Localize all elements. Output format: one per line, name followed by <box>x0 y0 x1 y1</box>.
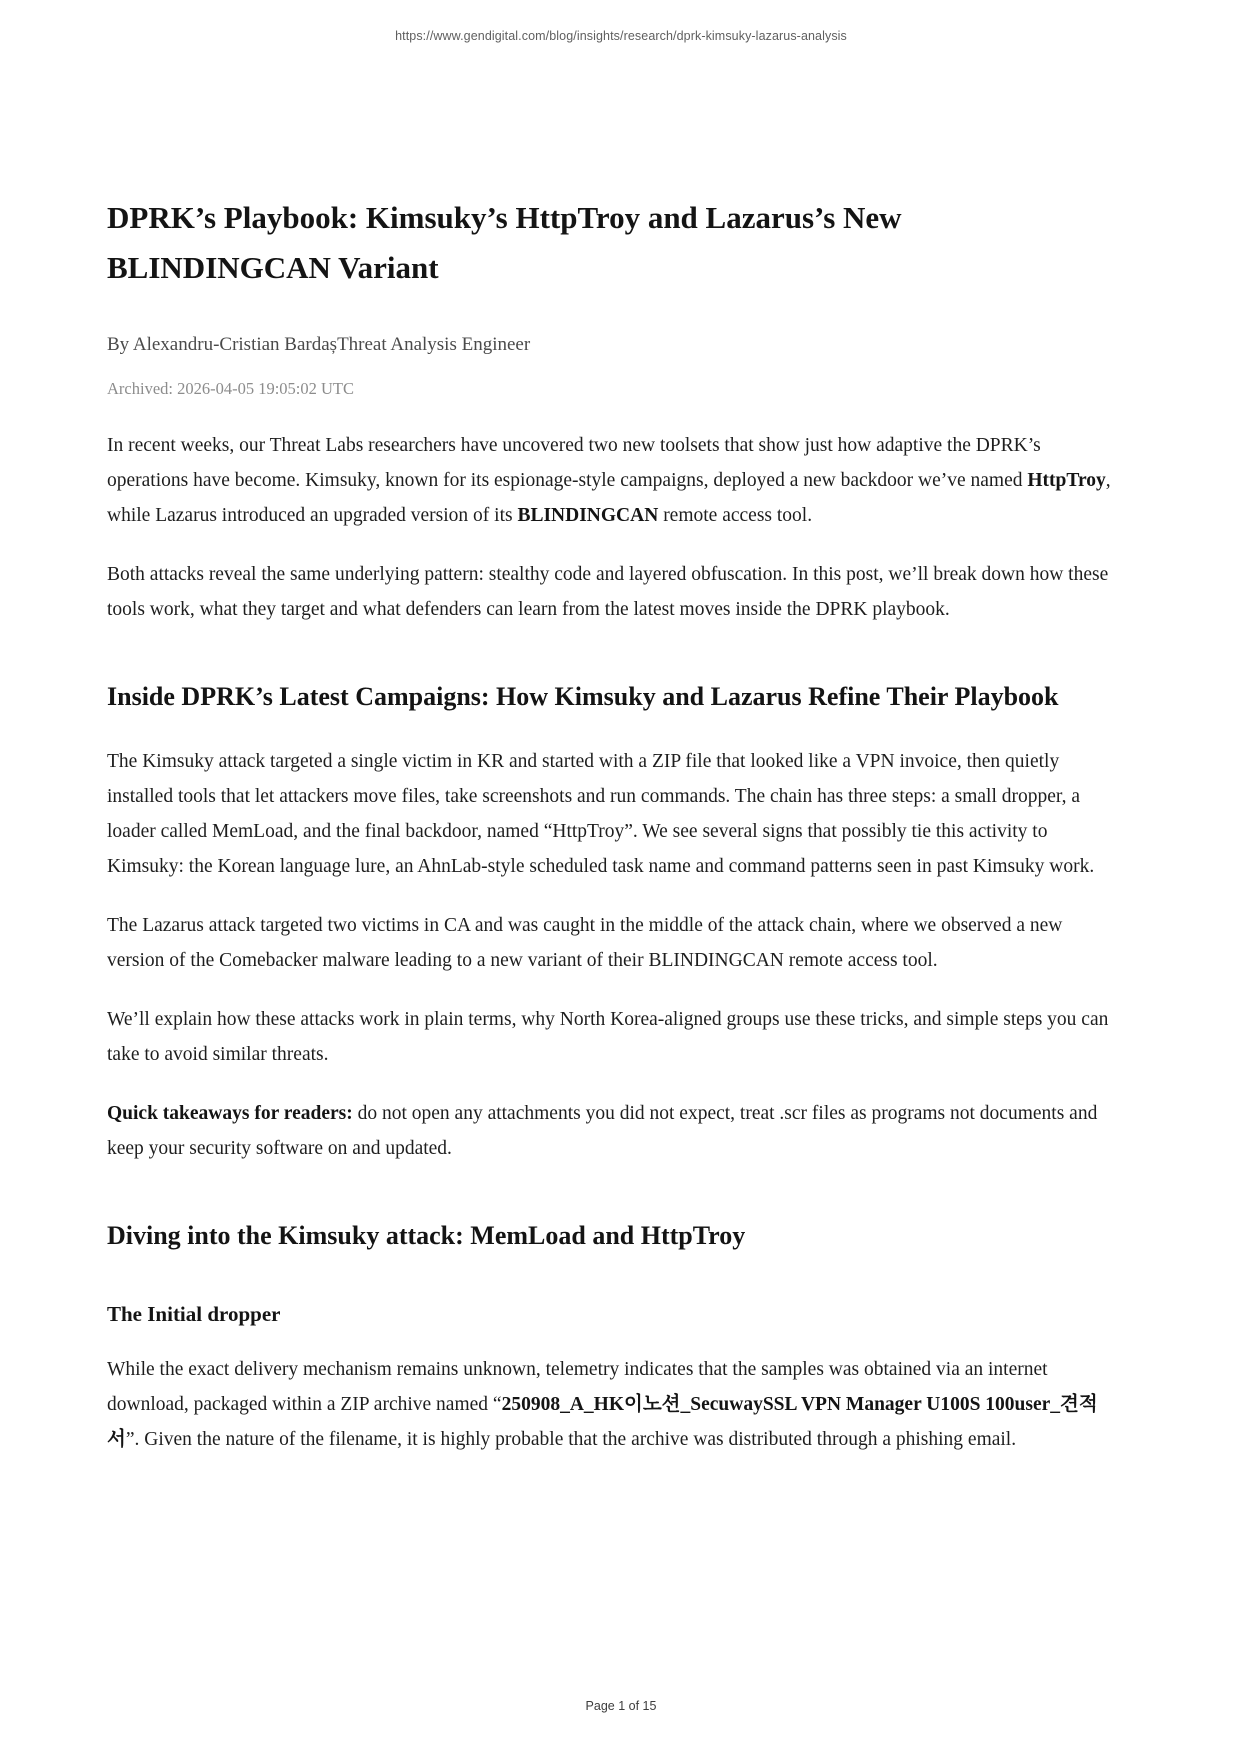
print-header-url: https://www.gendigital.com/blog/insights/research/dprk-kimsuky-lazarus-analysis <box>395 29 847 43</box>
text-segment-bold: Quick takeaways for readers: <box>107 1103 353 1124</box>
section-heading-diving: Diving into the Kimsuky attack: MemLoad and HttpTroy <box>107 1221 746 1250</box>
paragraph-kimsuky-attack: The Kimsuky attack targeted a single victim in KR and started with a ZIP file that looked like a VPN invoice, then quietly installed tools that let attackers move files, take screenshots and run commands. The chain has three steps: a small dropper, a loader called MemLoad, and the final backdoor, named “HttpTroy”. We see several signs that possibly tie this activity to Kimsuky: the Korean language lure, an AhnLab-style scheduled task name and command patterns seen in past Kimsuky work. <box>107 751 1095 877</box>
paragraph-intro <box>107 428 1120 533</box>
paragraph-explain: We’ll explain how these attacks work in plain terms, why North Korea-aligned groups use these tricks, and simple steps you can take to avoid similar threats. <box>107 1009 1109 1065</box>
paragraph-dropper <box>107 1352 1120 1457</box>
page-number: Page 1 of 15 <box>585 1699 657 1713</box>
article-byline: By Alexandru-Cristian BardașThreat Analysis Engineer <box>107 334 531 355</box>
section-heading-campaigns: Inside DPRK’s Latest Campaigns: How Kimsuky and Lazarus Refine Their Playbook <box>107 682 1059 711</box>
text-segment: remote access tool. <box>658 505 813 526</box>
text-segment: In recent weeks, our Threat Labs researchers have uncovered two new toolsets that show just how adaptive the DPRK’s operations have become. Kimsuky, known for its espionage-style campaigns, deployed a new backdoor we’ve named <box>107 435 1041 491</box>
paragraph-takeaways <box>107 1096 1120 1166</box>
text-segment-bold: 250908_A_HK이노션_SecuwaySSL VPN Manager U100S 100user_견적서 <box>107 1394 1098 1450</box>
paragraph-pattern: Both attacks reveal the same underlying pattern: stealthy code and layered obfuscation. In this post, we’ll break down how these tools work, what they target and what defenders can learn from the latest moves inside the DPRK playbook. <box>107 564 1109 620</box>
text-segment: While the exact delivery mechanism remains unknown, telemetry indicates that the samples was obtained via an internet download, packaged within a ZIP archive named “ <box>107 1359 1048 1415</box>
article-content <box>107 0 1120 1457</box>
text-segment: do not open any attachments you did not expect, treat .scr files as programs not documents and keep your security software on and updated. <box>107 1103 1098 1159</box>
paragraph-lazarus-attack: The Lazarus attack targeted two victims in CA and was caught in the middle of the attack chain, where we observed a new version of the Comebacker malware leading to a new variant of their BLINDINGCAN remote access tool. <box>107 915 1063 971</box>
archive-timestamp: Archived: 2026-04-05 19:05:02 UTC <box>107 379 355 398</box>
text-segment: ”. Given the nature of the filename, it is highly probable that the archive was distributed through a phishing email. <box>125 1429 1017 1450</box>
subsection-heading-dropper: The Initial dropper <box>107 1302 281 1326</box>
text-segment-bold: HttpTroy <box>1027 470 1106 491</box>
text-segment-bold: BLINDINGCAN <box>517 505 659 526</box>
text-segment: , while Lazarus introduced an upgraded version of its <box>107 470 1111 526</box>
article-title: DPRK’s Playbook: Kimsuky’s HttpTroy and Lazarus’s New BLINDINGCAN Variant <box>107 200 902 285</box>
